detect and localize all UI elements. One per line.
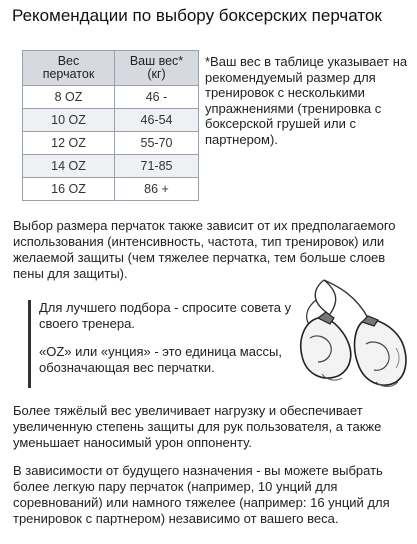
advice-trainer: Для лучшего подбора - спросите совета у своего тренера.: [39, 300, 292, 331]
glove-weight-cell: 10 OZ: [23, 109, 115, 132]
paragraph-purpose: В зависимости от будущего назначения - вы можете выбрать более легкую пару перчаток (например, 10 унций для соревнований) или намного тяжелее (например: 16 унций для тренировок с партнером) независимо от вашего веса.: [13, 463, 390, 526]
table-row: [23, 109, 199, 132]
glove-weight-cell: 12 OZ: [23, 132, 115, 155]
paragraph-usage: Выбор размера перчаток также зависит от их предполагаемого использования (интенсивность, частота, тип тренировок) или желаемой защиты (чем тяжелее перчатка, тем больше слоев пены для защиты).: [13, 218, 396, 281]
table-row: [23, 132, 199, 155]
table-row: [23, 86, 199, 109]
advice-quote: [28, 300, 309, 388]
user-weight-cell: 46-54: [115, 109, 199, 132]
advice-oz-definition: «OZ» или «унция» - это единица массы, обозначающая вес перчатки.: [39, 344, 282, 375]
paragraph-weight-effect: Более тяжёлый вес увеличивает нагрузку и обеспечивает увеличенную степень защиты для рук пользователя, а также уменьшает наносимый урон оппоненту.: [13, 403, 382, 450]
table-row: [23, 178, 199, 201]
header-your-weight: [115, 51, 199, 86]
table-row: [23, 155, 199, 178]
user-weight-cell: 46 -: [115, 86, 199, 109]
glove-weight-cell: 8 OZ: [23, 86, 115, 109]
user-weight-cell: 86 +: [115, 178, 199, 201]
header-glove-weight-label: Вес перчаток: [42, 54, 95, 81]
glove-weight-cell: 16 OZ: [23, 178, 115, 201]
boxing-gloves-icon: [296, 278, 408, 398]
header-glove-weight: [23, 51, 115, 86]
table-header-row: [23, 51, 199, 86]
page-title: Рекомендации по выбору боксерских перчаток: [12, 6, 382, 25]
glove-weight-cell: 14 OZ: [23, 155, 115, 178]
header-your-weight-label: Ваш вес* (кг): [129, 54, 184, 81]
user-weight-cell: 55-70: [115, 132, 199, 155]
user-weight-cell: 71-85: [115, 155, 199, 178]
weight-footnote: *Ваш вес в таблице указывает на рекомендуемый размер для тренировок с несколькими упражнениями (тренировка с боксерской грушей или с партнером).: [205, 54, 408, 147]
size-table: [22, 50, 199, 201]
